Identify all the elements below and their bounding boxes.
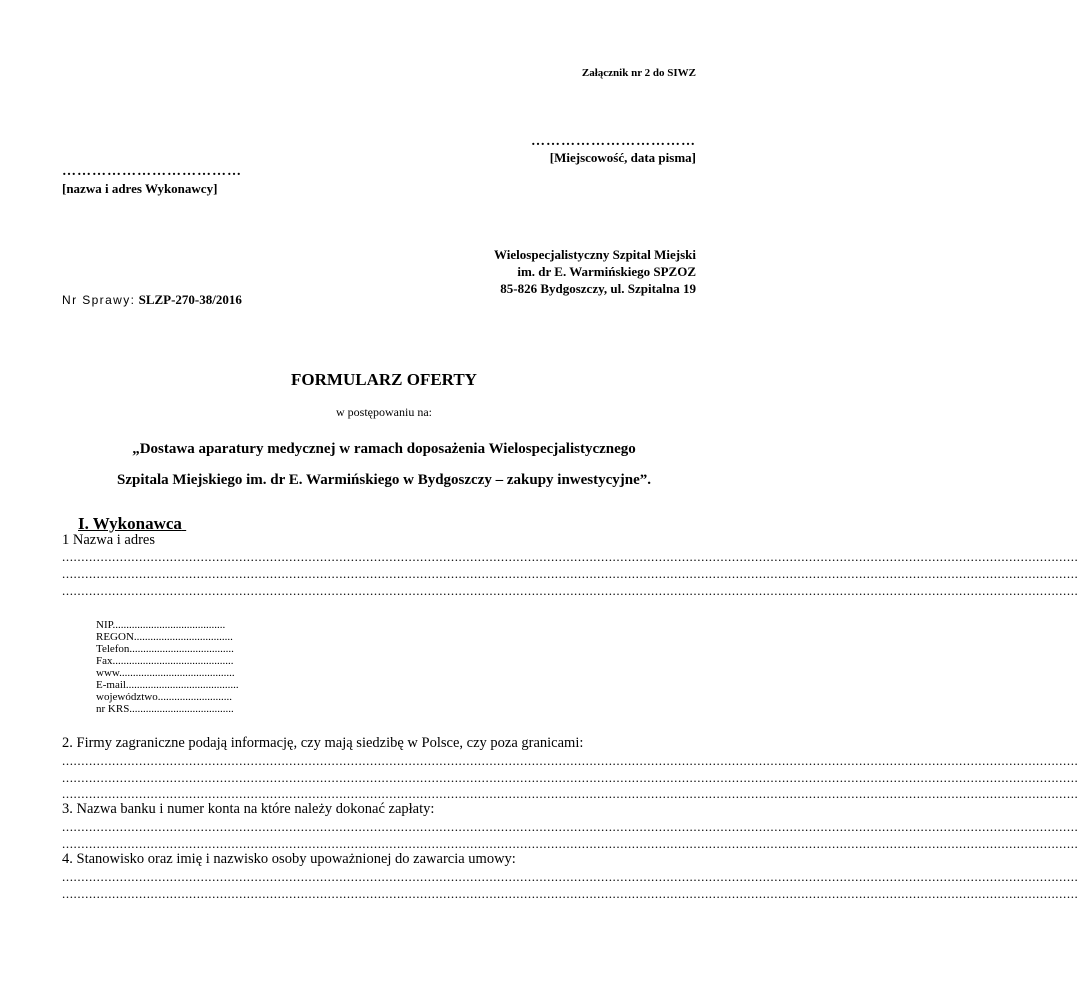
item-2-label: 2. Firmy zagraniczne podają informację, czy mają siedzibę w Polsce, czy poza granicami: xyxy=(62,735,584,751)
field-voivodeship[interactable]: województwo........................... xyxy=(96,691,232,703)
fill-line[interactable]: ........................................................................................................................................................................................................................................................................ xyxy=(62,819,1078,834)
page-title: FORMULARZ OFERTY xyxy=(291,370,477,389)
field-nip[interactable]: NIP......................................... xyxy=(96,619,226,631)
place-date-label: [Miejscowość, data pisma] xyxy=(549,150,696,165)
recipient-address xyxy=(494,246,696,297)
fill-line[interactable]: ........................................................................................................................................................................................................................................................................ xyxy=(62,549,1078,564)
item-3-label: 3. Nazwa banku i numer konta na które należy dokonać zapłaty: xyxy=(62,801,435,817)
fill-line[interactable]: ........................................................................................................................................................................................................................................................................ xyxy=(62,869,1078,884)
section-heading-text: I. Wykonawca xyxy=(78,514,182,533)
item-4-label: 4. Stanowisko oraz imię i nazwisko osoby upoważnionej do zawarcia umowy: xyxy=(62,851,516,867)
fill-line[interactable]: ........................................................................................................................................................................................................................................................................ xyxy=(62,770,1078,785)
contact-fields xyxy=(96,619,239,715)
place-date-dots: …………………………… xyxy=(531,134,696,149)
fill-line[interactable]: ........................................................................................................................................................................................................................................................................ xyxy=(62,836,1078,851)
contractor-dots: ……………………………… xyxy=(62,164,242,179)
fill-line[interactable]: ........................................................................................................................................................................................................................................................................ xyxy=(62,786,1078,801)
subject-line-1: „Dostawa aparatury medycznej w ramach doposażenia Wielospecjalistycznego xyxy=(132,441,636,457)
recipient-line: im. dr E. Warmińskiego SPZOZ xyxy=(517,264,696,279)
section-heading xyxy=(78,514,186,534)
field-phone[interactable]: Telefon...................................... xyxy=(96,643,234,655)
fill-line[interactable]: ........................................................................................................................................................................................................................................................................ xyxy=(62,886,1078,901)
case-value: SLZP-270-38/2016 xyxy=(138,292,242,307)
field-regon[interactable]: REGON.................................... xyxy=(96,631,233,643)
case-number xyxy=(62,292,242,308)
item-1-label: 1 Nazwa i adres xyxy=(62,532,155,548)
fill-line[interactable]: ........................................................................................................................................................................................................................................................................ xyxy=(62,566,1078,581)
recipient-line: 85-826 Bydgoszczy, ul. Szpitalna 19 xyxy=(500,281,696,296)
annex-label: Załącznik nr 2 do SIWZ xyxy=(581,67,696,79)
recipient-line: Wielospecjalistyczny Szpital Miejski xyxy=(494,247,696,262)
contractor-label: [nazwa i adres Wykonawcy] xyxy=(62,181,218,196)
field-email[interactable]: E-mail......................................... xyxy=(96,679,239,691)
subject-line-2: Szpitala Miejskiego im. dr E. Warmińskiego w Bydgoszczy – zakupy inwestycyjne”. xyxy=(116,472,652,488)
field-www[interactable]: www.......................................... xyxy=(96,667,235,679)
fill-line[interactable]: ........................................................................................................................................................................................................................................................................ xyxy=(62,583,1078,598)
subtitle: w postępowaniu na: xyxy=(336,405,432,419)
field-krs[interactable]: nr KRS...................................... xyxy=(96,703,234,715)
field-fax[interactable]: Fax............................................ xyxy=(96,655,234,667)
fill-line[interactable]: ........................................................................................................................................................................................................................................................................ xyxy=(62,753,1078,768)
case-label: Nr Sprawy: xyxy=(62,293,136,307)
